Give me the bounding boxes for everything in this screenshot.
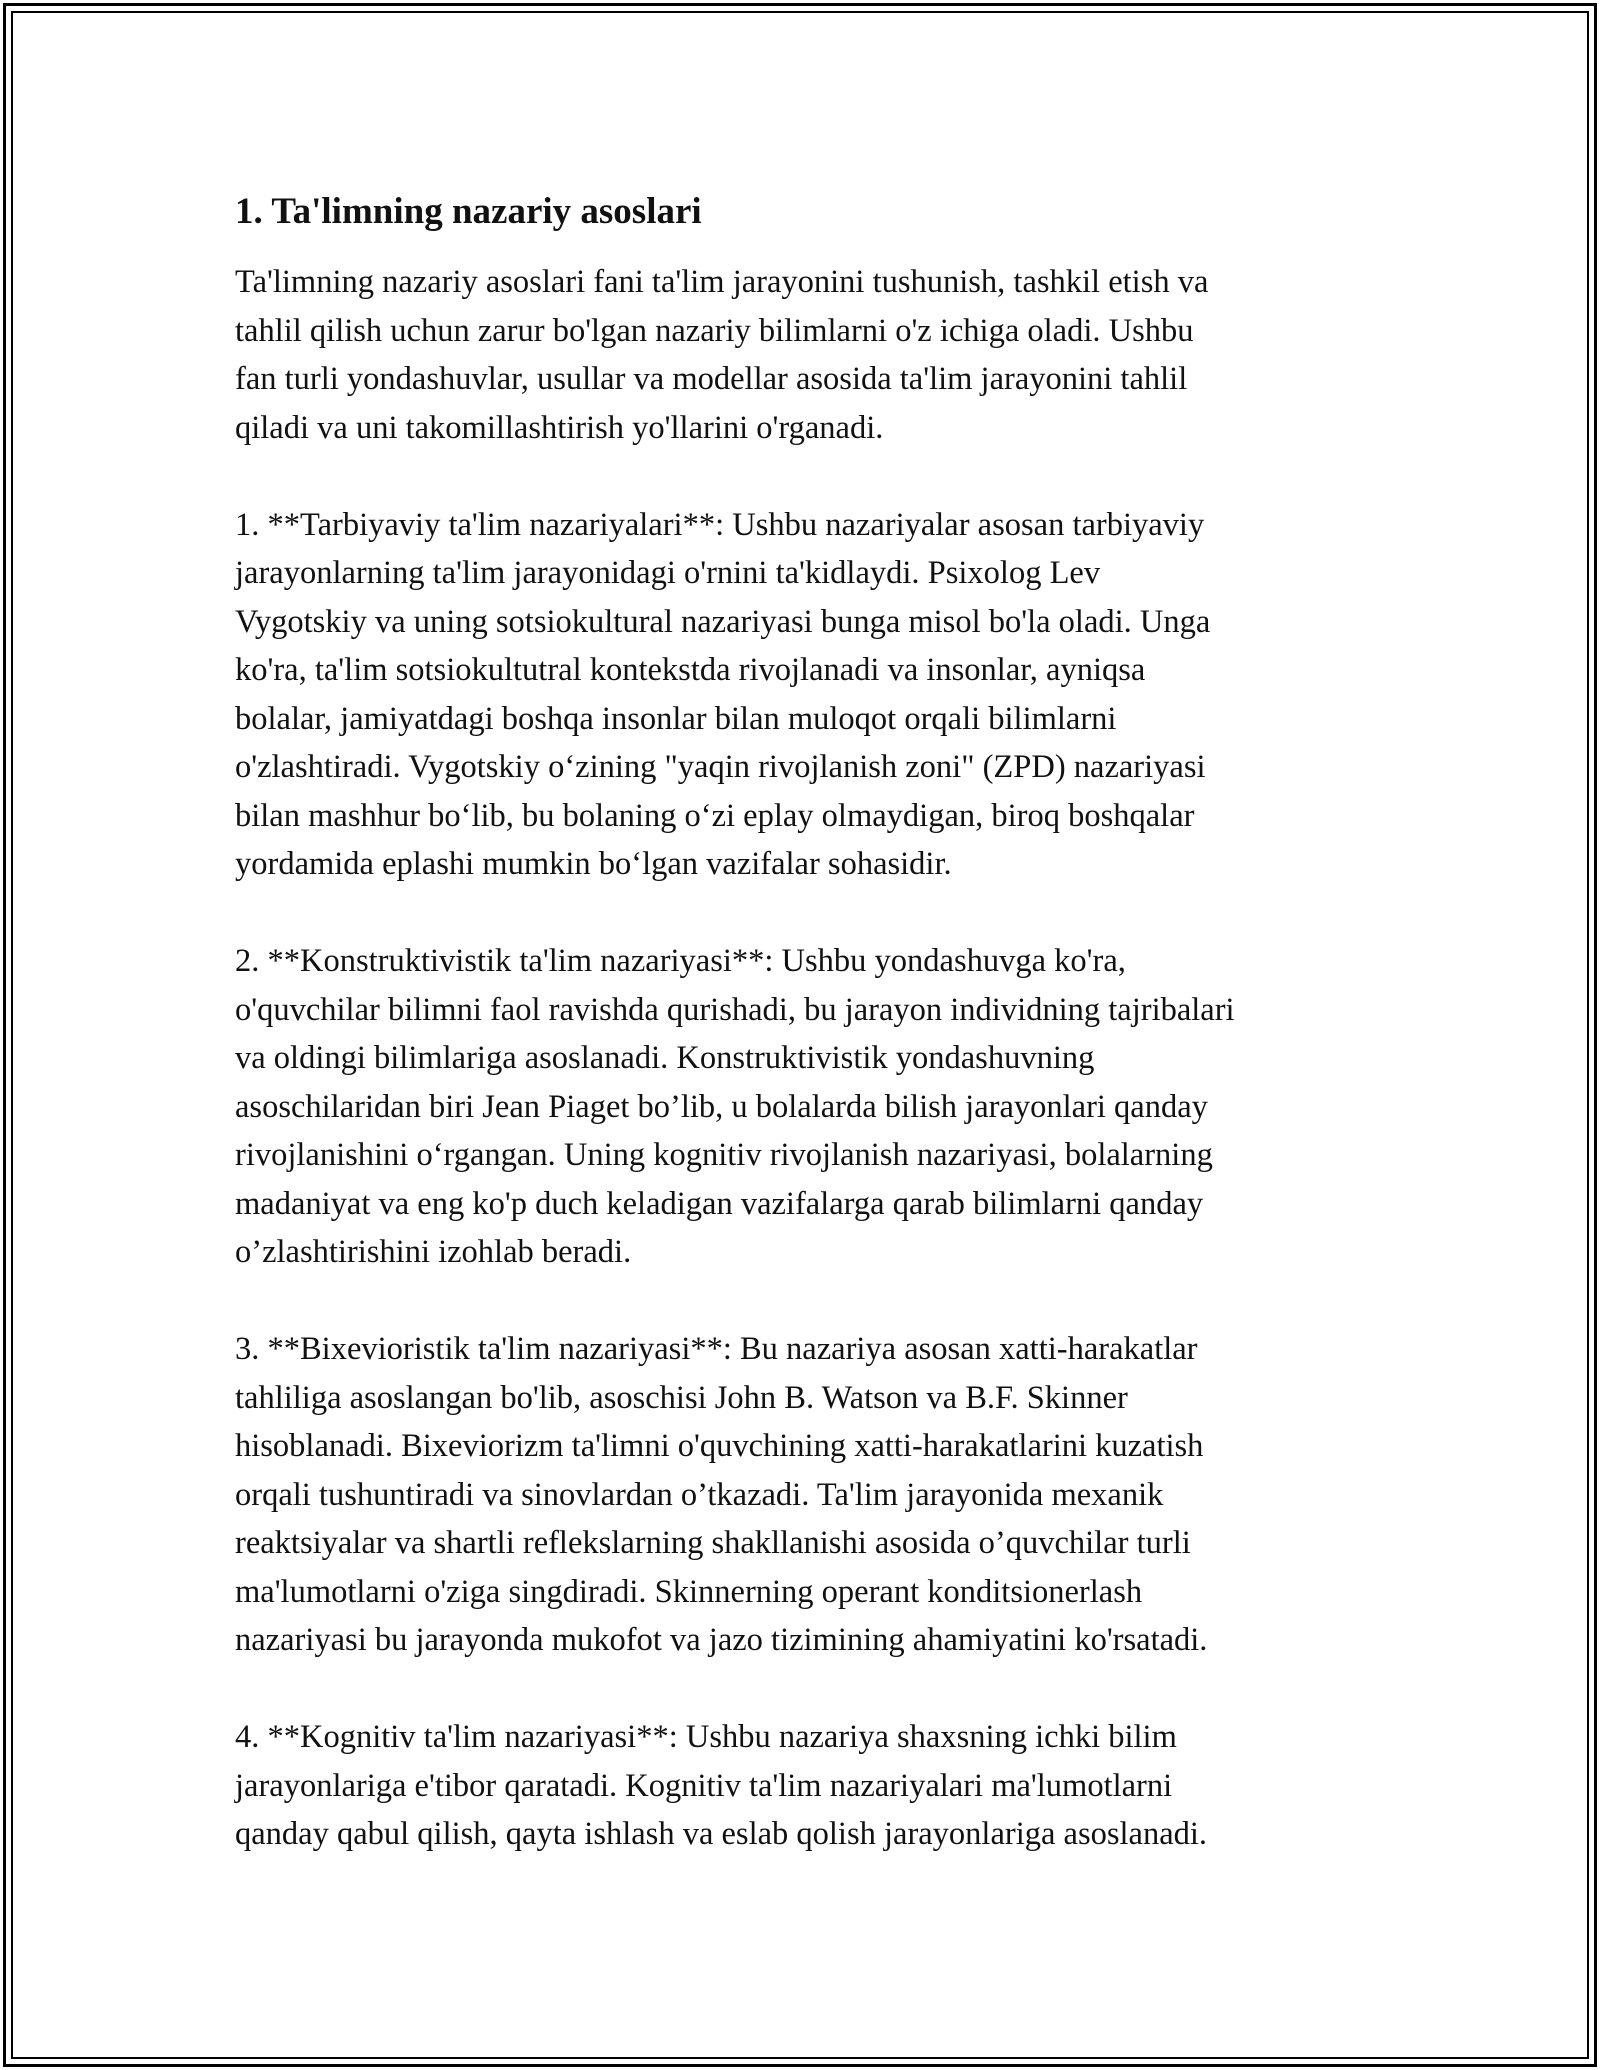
paragraph-bixevioristik: 3. **Bixevioristik ta'lim nazariyasi**: Bu nazariya asosan xatti-harakatlar tahliliga asoslangan bo'lib, asoschisi John B. Watson va B.F. Skinner hisoblanadi. Bixeviorizm ta'limni o'quvchining xatti-harakatlarini kuzatish orqali tushuntiradi va sinovlardan o’tkazadi. Ta'lim jarayonida mexanik reaktsiyalar va shartli reflekslarning shakllanishi asosida o’quvchilar turli ma'lumotlarni o'ziga singdiradi. Skinnerning operant konditsionerlash nazariyasi bu jarayonda mukofot va jazo tizimining ahamiyatini ko'rsatadi. (235, 1331, 1208, 1658)
paragraph-kognitiv: 4. **Kognitiv ta'lim nazariyasi**: Ushbu nazariya shaxsning ichki bilim jarayonlariga e'tibor qaratadi. Kognitiv ta'lim nazariyalari ma'lumotlarni qanday qabul qilish, qayta ishlash va eslab qolish jarayonlariga asoslanadi. (235, 1719, 1208, 1852)
document-body (235, 188, 1370, 1907)
intro-paragraph: Ta'limning nazariy asoslari fani ta'lim jarayonini tushunish, tashkil etish va tahlil qilish uchun zarur bo'lgan nazariy bilimlarni o'z ichiga oladi. Ushbu fan turli yondashuvlar, usullar va modellar asosida ta'lim jarayonini tahlil qiladi va uni takomillashtirish yo'llarini o'rganadi. (235, 264, 1209, 446)
section-title: 1. Ta'limning nazariy asoslari (235, 191, 702, 232)
paragraph-konstruktivistik: 2. **Konstruktivistik ta'lim nazariyasi**: Ushbu yondashuvga ko'ra, o'quvchilar bilimni faol ravishda qurishadi, bu jarayon individning tajribalari va oldingi bilimlariga asoslanadi. Konstruktivistik yondashuvning asoschilaridan biri Jean Piaget bo’lib, u bolalarda bilish jarayonlari qanday rivojlanishini o‘rgangan. Uning kognitiv rivojlanish nazariyasi, bolalarning madaniyat va eng ko'p duch keladigan vazifalarga qarab bilimlarni qanday o’zlashtirishini izohlab beradi. (235, 943, 1235, 1270)
paragraph-tarbiyaviy: 1. **Tarbiyaviy ta'lim nazariyalari**: Ushbu nazariyalar asosan tarbiyaviy jarayonlarning ta'lim jarayonidagi o'rnini ta'kidlaydi. Psixolog Lev Vygotskiy va uning sotsiokultural nazariyasi bunga misol bo'la oladi. Unga ko'ra, ta'lim sotsiokultutral kontekstda rivojlanadi va insonlar, ayniqsa bolalar, jamiyatdagi boshqa insonlar bilan muloqot orqali bilimlarni o'zlashtiradi. Vygotskiy o‘zining "yaqin rivojlanish zoni" (ZPD) nazariyasi bilan mashhur bo‘lib, bu bolaning o‘zi eplay olmaydigan, biroq boshqalar yordamida eplashi mumkin bo‘lgan vazifalar sohasidir. (235, 506, 1211, 882)
